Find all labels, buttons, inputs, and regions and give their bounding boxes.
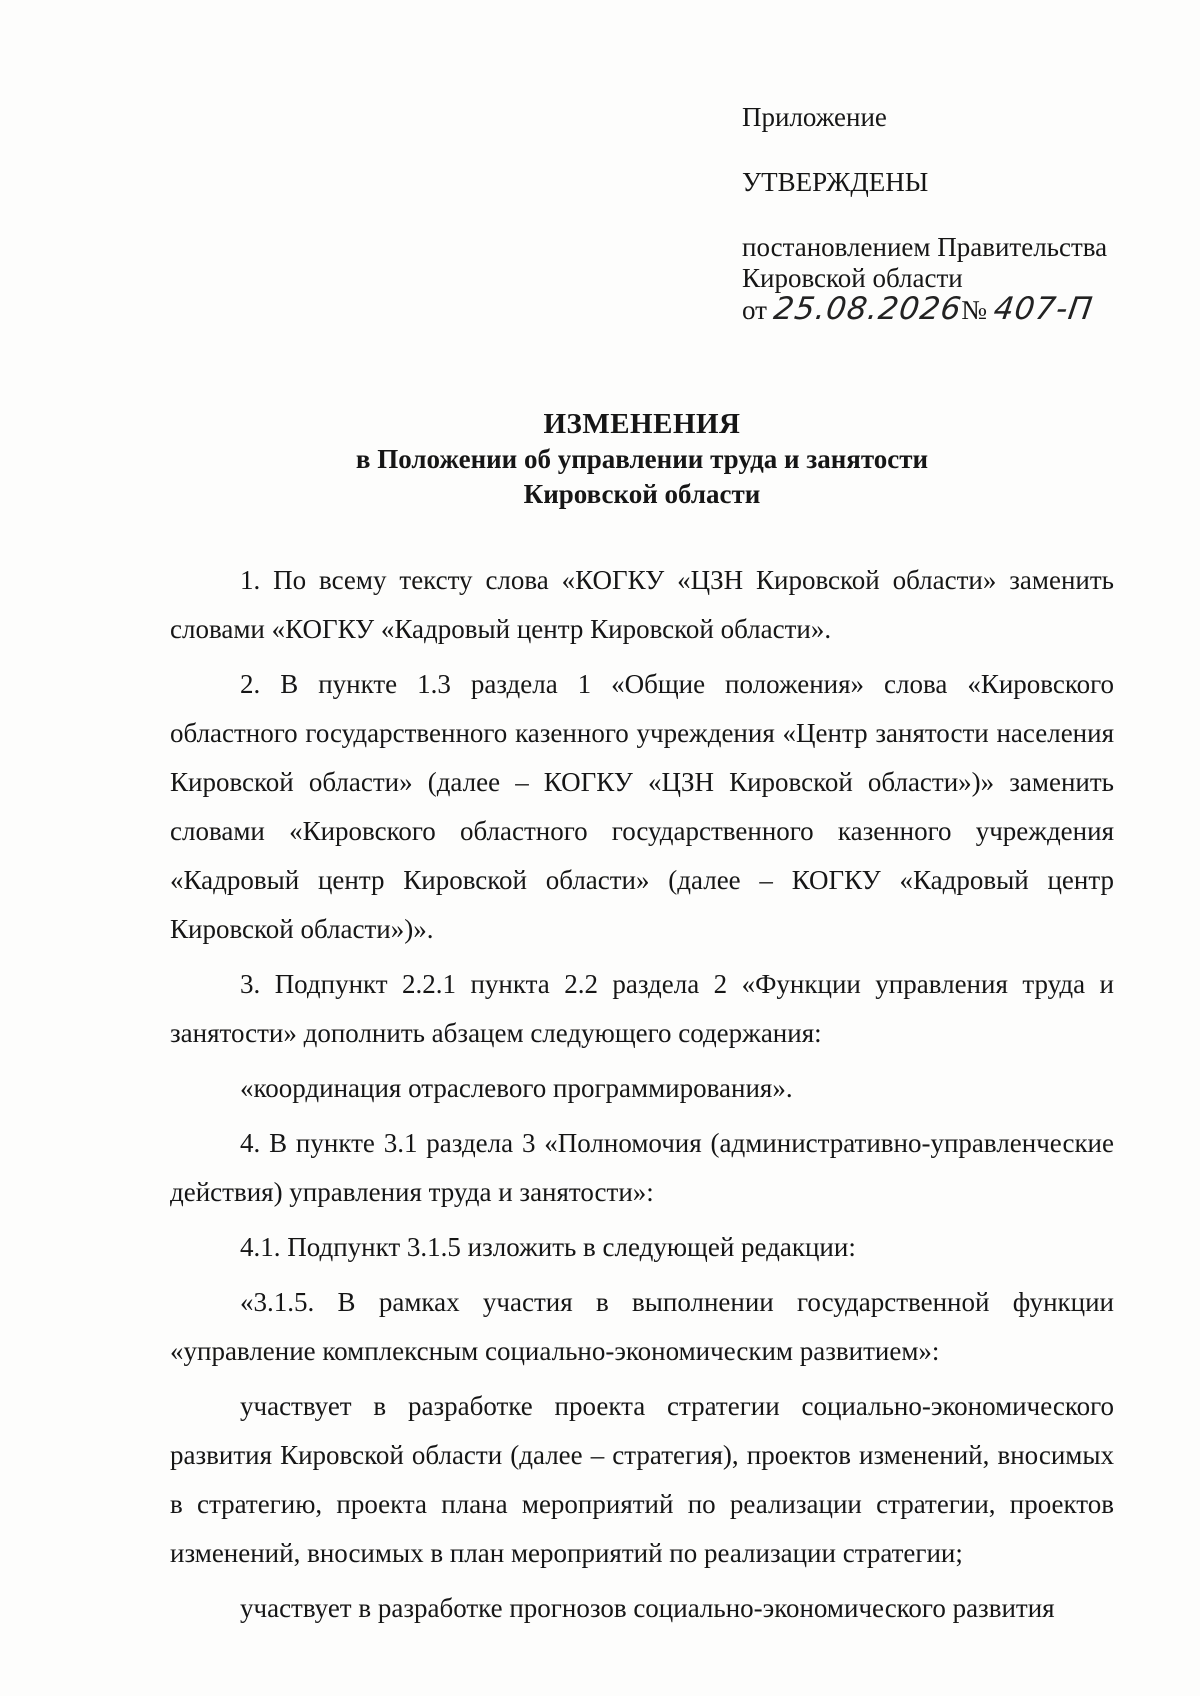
paragraph-6: 4.1. Подпункт 3.1.5 изложить в следующей редакции:	[240, 1232, 856, 1262]
decree-line-2: Кировской области	[742, 263, 963, 293]
decree-date-line	[742, 291, 1162, 327]
decree-line-1: постановлением Правительства	[742, 232, 1108, 262]
paragraph-4: «координация отраслевого программирования».	[240, 1073, 793, 1103]
document-body	[170, 556, 1114, 1633]
number-sign: №	[961, 295, 987, 325]
approval-block	[742, 102, 1162, 326]
handwritten-number: 407-П	[991, 291, 1095, 327]
title-line-3: Кировской области	[523, 479, 761, 509]
title-main: ИЗМЕНЕНИЯ	[543, 408, 741, 440]
document-title	[170, 407, 1114, 512]
date-prefix: от	[742, 295, 767, 325]
paragraph-1: 1. По всему тексту слова «КОГКУ «ЦЗН Кировской области» заменить словами «КОГКУ «Кадровый центр Кировской области».	[170, 565, 1114, 644]
paragraph-9: участвует в разработке прогнозов социально-экономического развития	[240, 1593, 1055, 1623]
paragraph-2: 2. В пункте 1.3 раздела 1 «Общие положения» слова «Кировского областного государственного казенного учреждения «Центр занятости населения Кировской области» (далее – КОГКУ «ЦЗН Кировской области»)» заменить словами «Кировского областного государственного казенного учреждения «Кадровый центр Кировской области» (далее – КОГКУ «Кадровый центр Кировской области»)».	[170, 669, 1114, 944]
paragraph-5: 4. В пункте 3.1 раздела 3 «Полномочия (административно-управленческие действия) управления труда и занятости»:	[170, 1128, 1114, 1207]
paragraph-3: 3. Подпункт 2.2.1 пункта 2.2 раздела 2 «Функции управления труда и занятости» дополнить абзацем следующего содержания:	[170, 969, 1114, 1048]
title-line-2: в Положении об управлении труда и занятости	[355, 444, 929, 474]
approved-label: УТВЕРЖДЕНЫ	[742, 167, 929, 197]
appendix-label: Приложение	[742, 102, 887, 132]
handwritten-date: 25.08.2026	[771, 291, 964, 327]
paragraph-7: «3.1.5. В рамках участия в выполнении государственной функции «управление комплексным социально-экономическим развитием»:	[170, 1287, 1114, 1366]
paragraph-8: участвует в разработке проекта стратегии социально-экономического развития Кировской области (далее – стратегия), проектов изменений, вносимых в стратегию, проекта плана мероприятий по реализации стратегии, проектов изменений, вносимых в план мероприятий по реализации стратегии;	[170, 1391, 1114, 1568]
